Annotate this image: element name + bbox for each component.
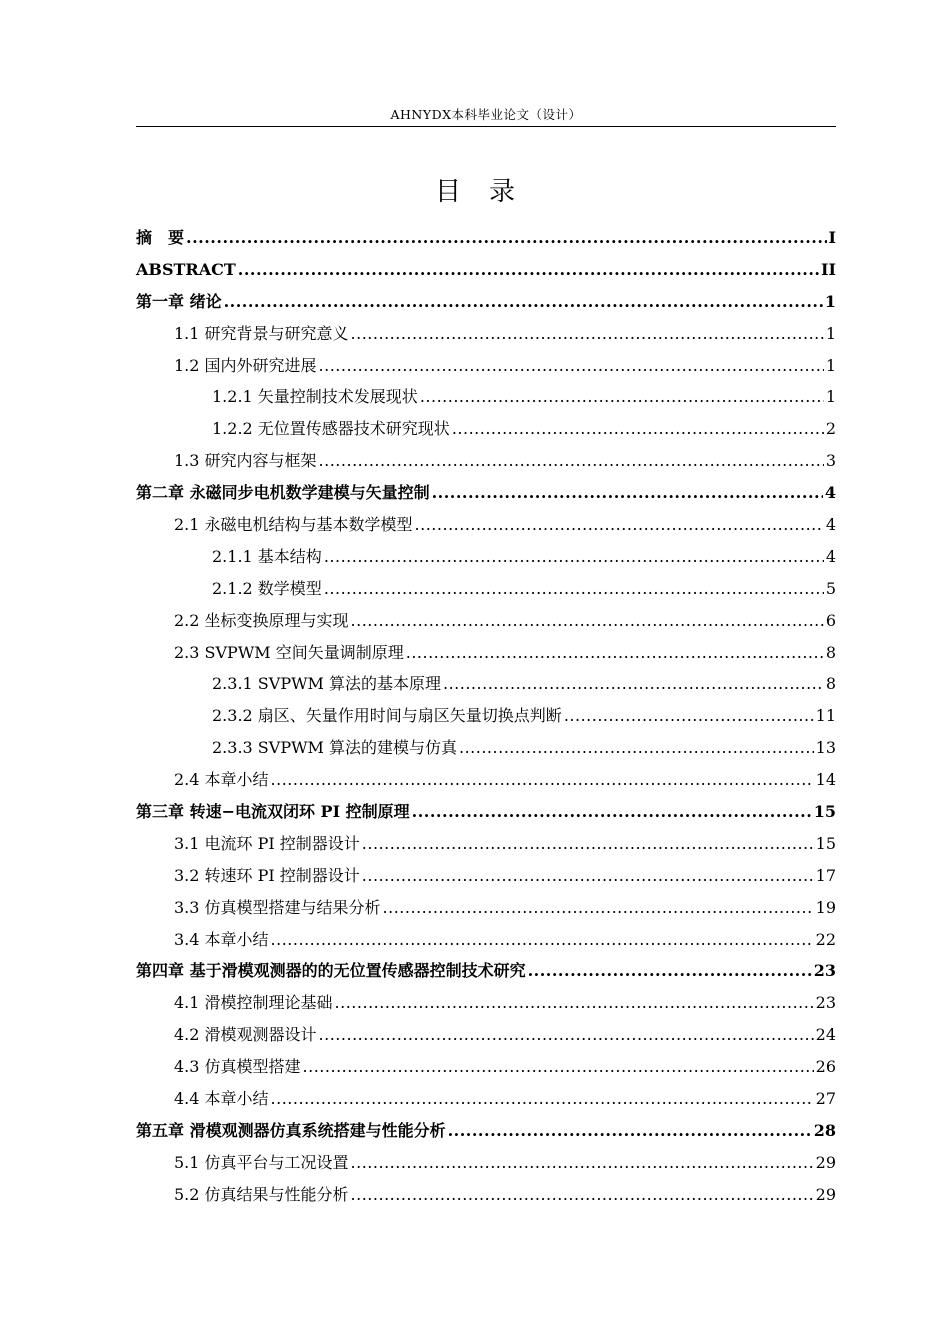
dot-leader <box>303 1051 814 1083</box>
toc-entry[interactable] <box>136 764 836 796</box>
dot-leader <box>362 828 814 860</box>
toc-entry[interactable] <box>136 222 836 254</box>
toc-entry-title: 第三章 转速−电流双闭环 PI 控制原理 <box>136 802 410 822</box>
dot-leader <box>564 700 814 732</box>
dot-leader <box>459 732 814 764</box>
toc-entry[interactable] <box>136 381 836 413</box>
dot-leader <box>528 955 812 987</box>
dot-leader <box>319 1019 814 1051</box>
toc-entry[interactable] <box>136 541 836 573</box>
toc-entry-page-number: 15 <box>815 833 836 853</box>
toc-entry-page-number: 6 <box>825 610 836 630</box>
toc-entry-title: 2.3.2 扇区、矢量作用时间与扇区矢量切换点判断 <box>212 706 562 726</box>
dot-leader <box>415 509 824 541</box>
toc-entry-title: 2.4 本章小结 <box>174 770 269 790</box>
toc-entry[interactable] <box>136 796 836 828</box>
toc-entry-title: 2.1 永磁电机结构与基本数学模型 <box>174 515 413 535</box>
dot-leader <box>271 924 814 956</box>
toc-entry[interactable] <box>136 732 836 764</box>
page-title: 目录 <box>434 177 543 207</box>
toc-entry-title: 3.3 仿真模型搭建与结果分析 <box>174 897 381 917</box>
toc-entry-page-number: 8 <box>825 642 836 662</box>
toc-entry[interactable] <box>136 413 836 445</box>
dot-leader <box>224 286 823 318</box>
toc-entry-page-number: 19 <box>815 897 836 917</box>
toc-entry[interactable] <box>136 668 836 700</box>
toc-entry[interactable] <box>136 573 836 605</box>
toc-entry[interactable] <box>136 1019 836 1051</box>
toc-entry-page-number: 15 <box>813 802 836 822</box>
toc-entry[interactable] <box>136 254 836 286</box>
toc-entry[interactable] <box>136 1083 836 1115</box>
dot-leader <box>452 413 824 445</box>
toc-entry-title: 2.3.3 SVPWM 算法的建模与仿真 <box>212 738 457 758</box>
toc-entry-page-number: 17 <box>815 865 836 885</box>
dot-leader <box>443 668 824 700</box>
dot-leader <box>319 445 824 477</box>
dot-leader <box>238 254 819 286</box>
dot-leader <box>351 605 824 637</box>
toc-entry-page-number: 8 <box>825 674 836 694</box>
dot-leader <box>271 1083 814 1115</box>
toc-entry-title: 第四章 基于滑模观测器的的无位置传感器控制技术研究 <box>136 961 526 981</box>
dot-leader <box>335 987 814 1019</box>
toc-entry-title: 4.2 滑模观测器设计 <box>174 1025 317 1045</box>
toc-entry-page-number: 23 <box>813 961 836 981</box>
toc-entry-title: 2.1.1 基本结构 <box>212 546 322 566</box>
toc-entry[interactable] <box>136 1115 836 1147</box>
toc-entry-page-number: 11 <box>815 706 836 726</box>
toc-entry-page-number: 26 <box>815 1057 836 1077</box>
toc-entry[interactable] <box>136 445 836 477</box>
toc-entry-title: 1.1 研究背景与研究意义 <box>174 323 349 343</box>
toc-entry-title: 第五章 滑模观测器仿真系统搭建与性能分析 <box>136 1120 446 1140</box>
toc-entry-title: 2.3.1 SVPWM 算法的基本原理 <box>212 674 441 694</box>
table-of-contents <box>136 222 836 1211</box>
toc-entry-page-number: 5 <box>825 578 836 598</box>
toc-entry-page-number: 1 <box>825 355 836 375</box>
toc-entry[interactable] <box>136 892 836 924</box>
toc-entry[interactable] <box>136 1179 836 1211</box>
toc-entry-title: 摘 要 <box>136 228 185 247</box>
toc-entry-page-number: II <box>821 259 836 279</box>
toc-entry-page-number: 23 <box>815 993 836 1013</box>
toc-entry-page-number: 24 <box>815 1025 836 1045</box>
toc-entry-title: 5.2 仿真结果与性能分析 <box>174 1184 349 1204</box>
toc-entry-page-number: 4 <box>824 483 836 503</box>
dot-leader <box>319 350 824 382</box>
toc-entry-title: 4.4 本章小结 <box>174 1089 269 1109</box>
toc-entry[interactable] <box>136 700 836 732</box>
toc-entry-title: ABSTRACT <box>136 259 236 279</box>
dot-leader <box>406 637 824 669</box>
toc-entry-title: 2.1.2 数学模型 <box>212 578 322 598</box>
dot-leader <box>351 1147 814 1179</box>
toc-entry-title: 3.2 转速环 PI 控制器设计 <box>174 865 360 885</box>
toc-entry[interactable] <box>136 637 836 669</box>
toc-entry[interactable] <box>136 1051 836 1083</box>
dot-leader <box>186 222 827 254</box>
toc-entry-title: 第一章 绪论 <box>136 291 222 311</box>
toc-entry[interactable] <box>136 955 836 987</box>
dot-leader <box>351 318 824 350</box>
toc-entry[interactable] <box>136 477 836 509</box>
toc-entry-title: 2.2 坐标变换原理与实现 <box>174 610 349 630</box>
toc-entry-page-number: 22 <box>815 929 836 949</box>
dot-leader <box>383 892 814 924</box>
toc-entry-page-number: 1 <box>825 387 836 407</box>
toc-entry-title: 1.2.2 无位置传感器技术研究现状 <box>212 419 450 439</box>
toc-entry-title: 3.4 本章小结 <box>174 929 269 949</box>
toc-entry-title: 5.1 仿真平台与工况设置 <box>174 1152 349 1172</box>
toc-entry[interactable] <box>136 987 836 1019</box>
toc-entry-title: 1.2 国内外研究进展 <box>174 355 317 375</box>
toc-entry-page-number: 14 <box>815 770 836 790</box>
toc-entry-title: 2.3 SVPWM 空间矢量调制原理 <box>174 642 404 662</box>
dot-leader <box>432 477 823 509</box>
toc-entry-page-number: 4 <box>825 546 836 566</box>
toc-entry[interactable] <box>136 605 836 637</box>
dot-leader <box>324 541 824 573</box>
toc-entry-page-number: I <box>828 228 836 247</box>
toc-entry-page-number: 13 <box>815 738 836 758</box>
toc-entry-title: 1.2.1 矢量控制技术发展现状 <box>212 387 418 407</box>
dot-leader <box>412 796 812 828</box>
toc-entry[interactable] <box>136 509 836 541</box>
dot-leader <box>362 860 814 892</box>
toc-entry-page-number: 3 <box>825 451 836 471</box>
toc-entry[interactable] <box>136 350 836 382</box>
toc-entry[interactable] <box>136 1147 836 1179</box>
toc-entry-page-number: 28 <box>813 1120 836 1140</box>
dot-leader <box>324 573 824 605</box>
toc-entry[interactable] <box>136 924 836 956</box>
toc-entry-title: 第二章 永磁同步电机数学建模与矢量控制 <box>136 483 430 503</box>
dot-leader <box>420 381 824 413</box>
toc-entry-page-number: 1 <box>825 323 836 343</box>
toc-entry-page-number: 2 <box>825 419 836 439</box>
toc-entry-title: 3.1 电流环 PI 控制器设计 <box>174 833 360 853</box>
dot-leader <box>448 1115 812 1147</box>
toc-entry-title: 4.1 滑模控制理论基础 <box>174 993 333 1013</box>
toc-entry-page-number: 27 <box>815 1089 836 1109</box>
dot-leader <box>351 1179 814 1211</box>
toc-entry[interactable] <box>136 286 836 318</box>
toc-entry-page-number: 29 <box>815 1184 836 1204</box>
page-header: AHNYDX本科毕业论文（设计） <box>136 104 836 127</box>
toc-entry-page-number: 29 <box>815 1152 836 1172</box>
toc-entry[interactable] <box>136 828 836 860</box>
toc-entry-title: 4.3 仿真模型搭建 <box>174 1057 301 1077</box>
toc-entry-page-number: 4 <box>825 515 836 535</box>
toc-entry[interactable] <box>136 860 836 892</box>
toc-entry[interactable] <box>136 318 836 350</box>
toc-entry-page-number: 1 <box>824 291 836 311</box>
toc-entry-title: 1.3 研究内容与框架 <box>174 451 317 471</box>
dot-leader <box>271 764 814 796</box>
